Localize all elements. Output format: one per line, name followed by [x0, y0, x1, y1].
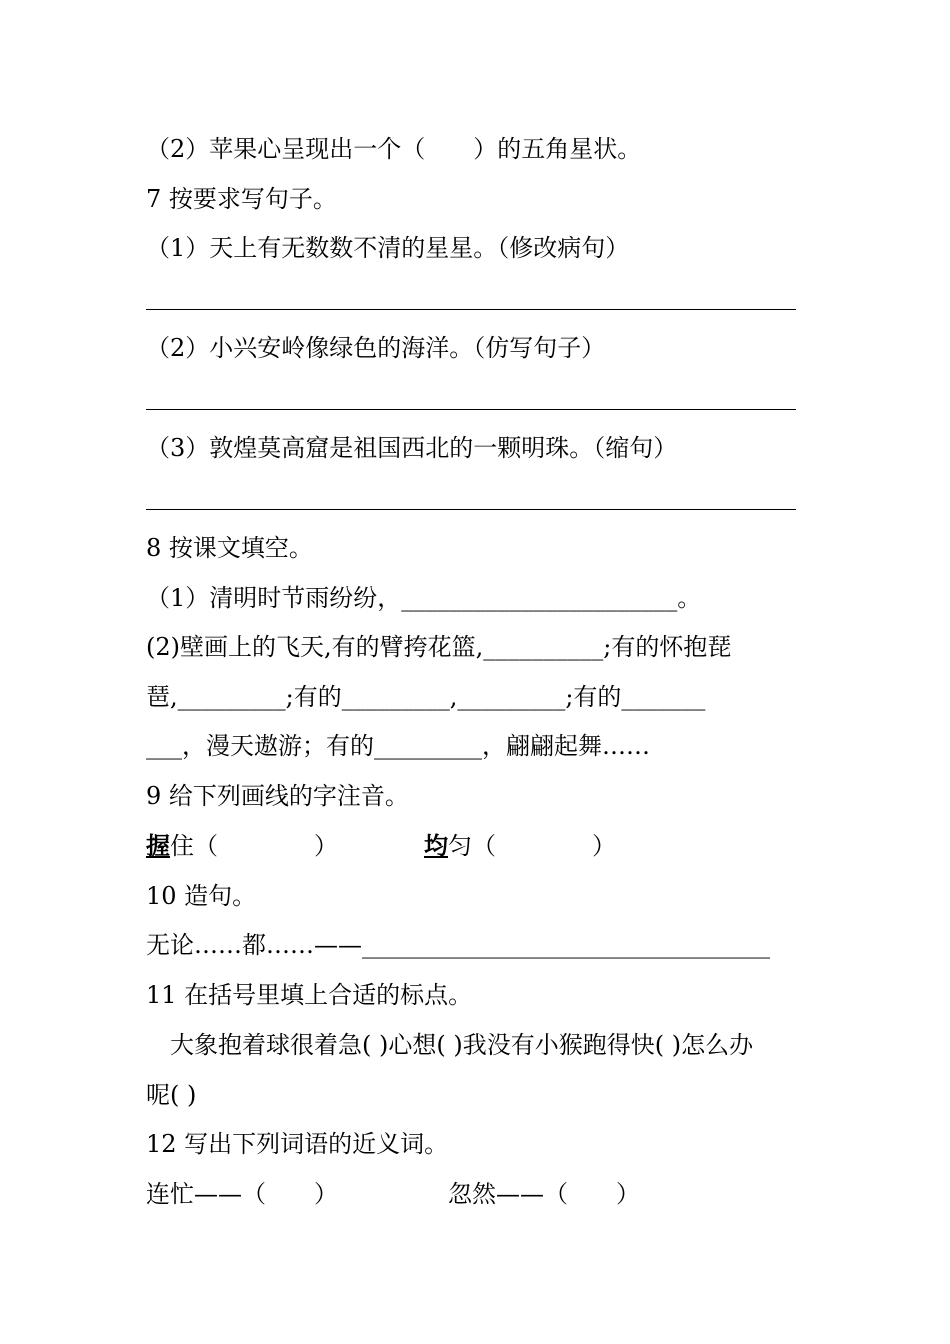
q7-item-2: （2）小兴安岭像绿色的海洋。（仿写句子） [146, 334, 606, 362]
q8-item-1: （1）清明时节雨纷纷，_______________________。 [146, 584, 702, 612]
q11-sentence-line-2: 呢( ) [146, 1081, 197, 1109]
q8-item-2-line-2: 琶,_________;有的_________,_________;有的_______ [146, 683, 706, 711]
q7-answer-line-2[interactable] [146, 409, 796, 410]
q6-item-2: （2）苹果心呈现出一个（ ）的五角星状。 [146, 135, 642, 163]
q7-title: 7 按要求写句子。 [146, 185, 337, 213]
q12-paren2[interactable]: （ ） [544, 1180, 640, 1208]
q9-word1-paren[interactable]: （ ） [194, 832, 338, 860]
q7-answer-line-3[interactable] [146, 509, 796, 510]
q7-item-1: （1）天上有无数数不清的星星。（修改病句） [146, 234, 630, 262]
q9-word1-marked-char: 握 [146, 831, 170, 860]
q12-words-row [146, 1169, 811, 1219]
q8-title: 8 按课文填空。 [146, 534, 313, 562]
q9-words-row [146, 821, 811, 871]
q12-title: 12 写出下列词语的近义词。 [146, 1130, 449, 1158]
q12-paren1[interactable]: （ ） [242, 1180, 338, 1208]
q8-item-2-line-1: (2)壁画上的飞天,有的臂挎花篮,__________;有的怀抱琵 [146, 633, 732, 661]
q12-word2: 忽然—— [448, 1180, 544, 1208]
q9-title: 9 给下列画线的字注音。 [146, 782, 409, 810]
q10-prompt: 无论……都……——__________________________________ [146, 931, 770, 959]
q9-word2-marked-char: 均 [424, 831, 448, 860]
q7-item-3: （3）敦煌莫高窟是祖国西北的一颗明珠。（缩句） [146, 434, 678, 462]
q11-title: 11 在括号里填上合适的标点。 [146, 981, 473, 1009]
q9-word2-paren[interactable]: （ ） [472, 832, 616, 860]
q9-word1-rest: 住 [170, 832, 194, 860]
q12-word1: 连忙—— [146, 1180, 242, 1208]
q7-answer-line-1[interactable] [146, 309, 796, 310]
q11-sentence-line-1: 大象抱着球很着急( )心想( )我没有小猴跑得快( )怎么办 [146, 1031, 754, 1059]
q10-title: 10 造句。 [146, 882, 257, 910]
q8-item-2-line-3: ___，漫天遨游；有的_________，翩翩起舞…… [146, 732, 650, 760]
q9-word2-rest: 匀 [448, 832, 472, 860]
